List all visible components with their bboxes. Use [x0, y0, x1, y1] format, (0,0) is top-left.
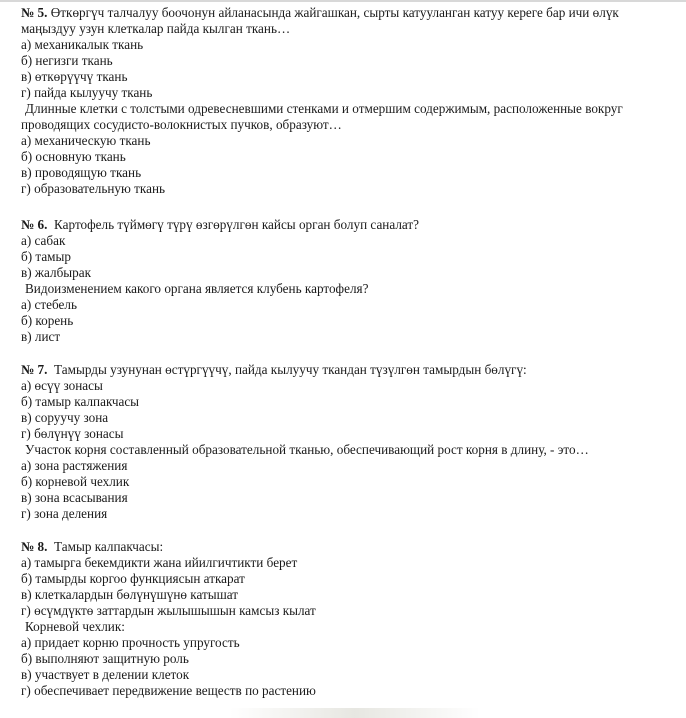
- question-text-ru: Участок корня составленный образовательной тканью, обеспечивающий рост корня в длину, - это…: [25, 442, 589, 457]
- question-text-ru: Корневой чехлик:: [25, 619, 125, 634]
- answer-option: а) механикалык ткань: [21, 37, 144, 52]
- answer-option: б) тамырды коргоо функциясын аткарат: [21, 571, 245, 586]
- answer-option: в) өткөрүүчү ткань: [21, 69, 128, 84]
- answer-option: а) механическую ткань: [21, 133, 151, 148]
- question-8: [21, 539, 681, 699]
- question-number: № 6.: [21, 217, 48, 232]
- answer-option: в) соруучу зона: [21, 410, 109, 425]
- question-text: маңыздуу узун клеткалар пайда кылган ткань…: [21, 21, 291, 36]
- question-text-ru: проводящих сосудисто-волокнистых пучков, образуют…: [21, 117, 342, 132]
- answer-option: а) придает корню прочность упругость: [21, 635, 240, 650]
- answer-option: г) өсүмдүктө заттардын жылышышын камсыз кылат: [21, 603, 316, 618]
- answer-option: б) негизги ткань: [21, 53, 113, 68]
- answer-option: а) зона растяжения: [21, 458, 128, 473]
- answer-option: б) основную ткань: [21, 149, 126, 164]
- answer-option: б) тамыр калпакчасы: [21, 394, 140, 409]
- answer-option: г) обеспечивает передвижение веществ по растению: [21, 683, 316, 698]
- answer-option: б) корневой чехлик: [21, 474, 130, 489]
- answer-option: а) өсүү зонасы: [21, 378, 103, 393]
- answer-option: в) проводящую ткань: [21, 165, 142, 180]
- answer-option: г) бөлүнүү зонасы: [21, 426, 124, 441]
- question-7: [21, 362, 681, 522]
- question-text-ru: Длинные клетки с толстыми одревесневшими стенками и отмершим содержимым, расположенные вокруг: [25, 101, 623, 116]
- answer-option: в) лист: [21, 329, 61, 344]
- question-text: Картофель түймөгү түрү өзгөрүлгөн кайсы орган болуп саналат?: [54, 217, 420, 232]
- question-text: Тамырды узунунан өстүргүүчү, пайда кылуучу ткандан түзүлгөн тамырдын бөлүгү:: [54, 362, 527, 377]
- answer-option: в) зона всасывания: [21, 490, 128, 505]
- answer-option: б) корень: [21, 313, 74, 328]
- question-text: Өткөргүч талчалуу боочонун айланасында жайгашкан, сырты катууланган катуу кереге бар ичи өлүк: [50, 5, 619, 20]
- answer-option: в) клеткалардын бөлүнүшүнө катышат: [21, 587, 239, 602]
- answer-option: б) тамыр: [21, 249, 71, 264]
- question-text-ru: Видоизменением какого органа является клубень картофеля?: [25, 281, 369, 296]
- question-5: [21, 5, 681, 197]
- question-number: № 5.: [21, 5, 48, 20]
- answer-option: г) зона деления: [21, 506, 108, 521]
- answer-option: а) сабак: [21, 233, 66, 248]
- scan-smudge: [230, 708, 480, 718]
- answer-option: в) участвует в делении клеток: [21, 667, 190, 682]
- question-number: № 7.: [21, 362, 48, 377]
- answer-option: а) тамырга бекемдикти жана ийилгичтикти берет: [21, 555, 298, 570]
- question-5-ky-line-1: [21, 5, 681, 21]
- question-text: Тамыр калпакчасы:: [54, 539, 164, 554]
- answer-option: г) пайда кылуучу ткань: [21, 85, 153, 100]
- answer-option: б) выполняют защитную роль: [21, 651, 189, 666]
- question-6: [21, 217, 681, 345]
- answer-option: а) стебель: [21, 297, 77, 312]
- answer-option: в) жалбырак: [21, 265, 92, 280]
- question-number: № 8.: [21, 539, 48, 554]
- top-rule: [0, 0, 686, 2]
- answer-option: г) образовательную ткань: [21, 181, 166, 196]
